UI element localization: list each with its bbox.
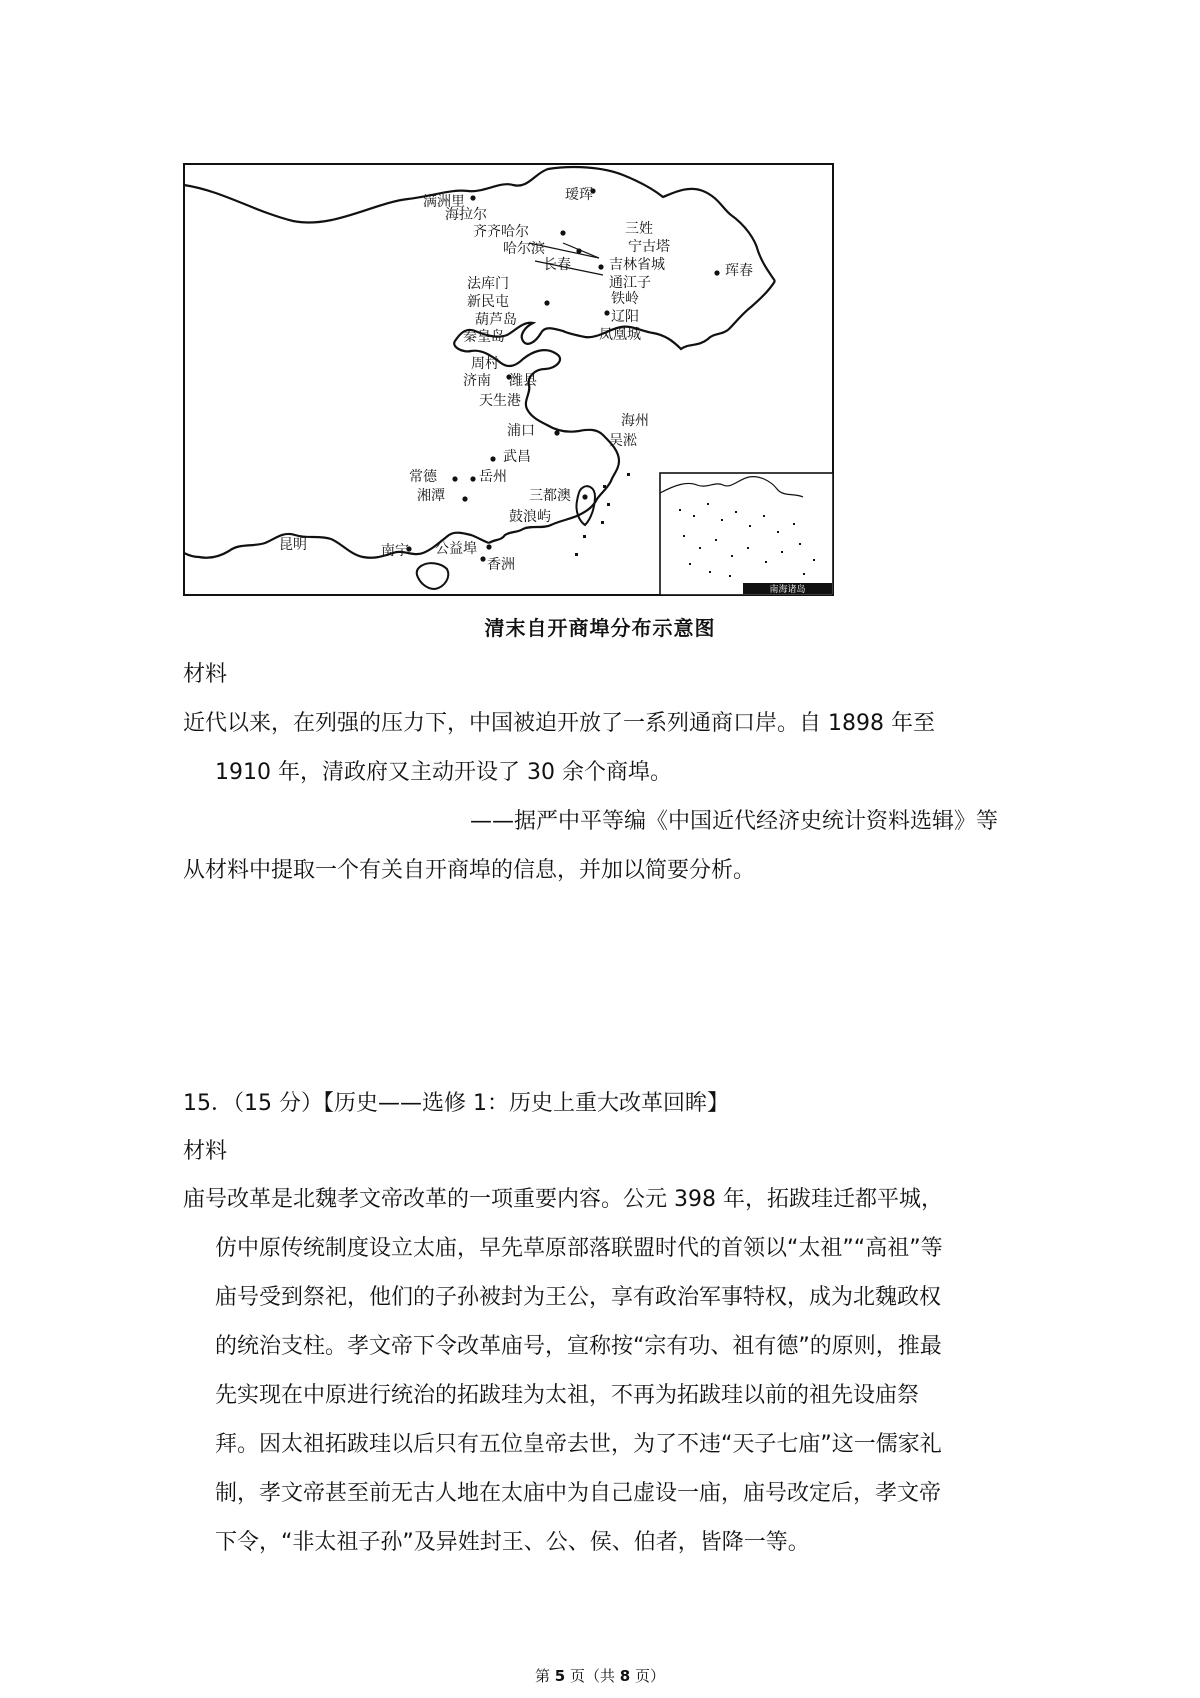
inset-island-dot — [793, 523, 795, 525]
place-label: 三都澳 — [529, 488, 571, 504]
place-label: 辽阳 — [611, 309, 639, 325]
inset-island-dot — [763, 515, 765, 517]
place-dot — [480, 556, 485, 561]
place-dot — [544, 300, 549, 305]
q14-heading: 材料 — [183, 662, 228, 687]
place-dot — [582, 494, 587, 499]
footer-total-pages: 8 — [619, 1667, 631, 1685]
q15-title: 15．（15 分）【历史——选修 1：历史上重大改革回眸】 — [183, 1091, 729, 1116]
place-dot — [462, 496, 467, 501]
q15-line: 的统治支柱。孝文帝下令改革庙号，宣称按“宗有功、祖有德”的原则，推最 — [215, 1334, 942, 1359]
place-label: 三姓 — [625, 221, 653, 237]
place-label: 湘潭 — [417, 488, 445, 504]
q14-question: 从材料中提取一个有关自开商埠的信息，并加以简要分析。 — [183, 858, 756, 883]
q15-line: 拜。因太祖拓跋珪以后只有五位皇帝去世，为了不违“天子七庙”这一儒家礼 — [215, 1432, 942, 1457]
inset-island-dot — [731, 555, 733, 557]
place-dot — [490, 456, 495, 461]
inset-island-dot — [721, 519, 723, 521]
place-label: 公益埠 — [435, 541, 477, 557]
place-label: 济南 — [463, 373, 491, 389]
inset-island-dot — [693, 515, 695, 517]
q14-source: ——据严中平等编《中国近代经济史统计资料选辑》等 — [470, 809, 999, 834]
place-label: 珲春 — [725, 263, 753, 279]
q14-para-line1: 近代以来，在列强的压力下，中国被迫开放了一系列通商口岸。自 1898 年至 — [183, 711, 935, 736]
footer-prefix: 第 — [535, 1667, 555, 1685]
place-label: 通江子 — [609, 275, 651, 291]
south-china-sea-inset — [660, 473, 833, 595]
place-dot — [452, 476, 457, 481]
footer-suffix: 页） — [630, 1667, 665, 1685]
inset-island-dot — [781, 551, 783, 553]
place-label: 长春 — [543, 257, 571, 273]
place-label: 吴淞 — [609, 433, 637, 449]
page-footer — [0, 1665, 1200, 1686]
inset-island-dot — [777, 531, 779, 533]
q15-line: 下令，“非太祖子孙”及异姓封王、公、侯、伯者，皆降一等。 — [215, 1530, 810, 1555]
place-dot — [486, 544, 491, 549]
place-label: 满洲里 — [423, 194, 465, 210]
map-svg — [183, 163, 834, 596]
footer-middle: 页（共 — [565, 1667, 620, 1685]
inset-island-dot — [699, 547, 701, 549]
inset-island-dot — [735, 511, 737, 513]
place-label: 葫芦岛 — [475, 312, 517, 328]
place-label: 常德 — [409, 469, 437, 485]
place-label: 昆明 — [279, 537, 307, 553]
q15-line: 先实现在中原进行统治的拓跋珪为太祖，不再为拓跋珪以前的祖先设庙祭 — [215, 1383, 920, 1408]
inset-island-dot — [689, 563, 691, 565]
place-dot — [470, 195, 475, 200]
place-dot — [470, 476, 475, 481]
inset-island-dot — [747, 547, 749, 549]
map-caption: 清末自开商埠分布示意图 — [484, 616, 716, 640]
q14-para-line2: 1910 年，清政府又主动开设了 30 余个商埠。 — [215, 760, 672, 785]
place-label: 浦口 — [507, 423, 535, 439]
inset-island-dot — [813, 559, 815, 561]
place-label: 凤凰城 — [599, 327, 641, 343]
q15-line: 仿中原传统制度设立太庙，早先草原部落联盟时代的首领以“太祖”“高祖”等 — [215, 1236, 943, 1261]
place-label: 天生港 — [479, 393, 521, 409]
place-label: 瑷珲 — [565, 187, 593, 203]
inset-island-dot — [709, 571, 711, 573]
place-label: 潍县 — [509, 373, 537, 389]
place-label: 宁古塔 — [628, 239, 670, 255]
inset-island-dot — [729, 575, 731, 577]
place-label: 齐齐哈尔 — [473, 224, 529, 240]
place-dot — [560, 230, 565, 235]
q15-line: 制，孝文帝甚至前无古人地在太庙中为自己虚设一庙，庙号改定后，孝文帝 — [215, 1481, 942, 1506]
place-dot — [598, 264, 603, 269]
inset-island-dot — [803, 573, 805, 575]
inset-island-dot — [749, 525, 751, 527]
place-label: 吉林省城 — [609, 257, 665, 273]
inset-island-dot — [707, 503, 709, 505]
place-label: 哈尔滨 — [503, 241, 545, 257]
place-label: 秦皇岛 — [463, 329, 505, 345]
place-label: 法库门 — [467, 276, 509, 292]
footer-page-number: 5 — [554, 1667, 566, 1685]
q15-line: 庙号受到祭祀，他们的子孙被封为王公，享有政治军事特权，成为北魏政权 — [215, 1285, 942, 1310]
place-dot — [604, 310, 609, 315]
inset-label: 南海诸岛 — [769, 585, 806, 595]
place-label: 鼓浪屿 — [509, 509, 551, 525]
map-figure — [183, 163, 834, 596]
q15-line: 庙号改革是北魏孝文帝改革的一项重要内容。公元 398 年，拓跋珪迁都平城， — [183, 1187, 943, 1212]
q15-heading: 材料 — [183, 1139, 228, 1164]
place-label: 铁岭 — [611, 291, 639, 307]
place-label: 周村 — [471, 356, 499, 372]
place-label: 新民屯 — [467, 294, 509, 310]
place-label: 海州 — [621, 413, 649, 429]
inset-island-dot — [715, 539, 717, 541]
inset-island-dot — [683, 535, 685, 537]
place-label: 海拉尔 — [445, 207, 487, 223]
place-label: 南宁 — [381, 543, 409, 559]
place-dot — [714, 270, 719, 275]
inset-island-dot — [799, 543, 801, 545]
place-label: 岳州 — [479, 469, 507, 485]
inset-island-dot — [679, 509, 681, 511]
place-dot — [576, 248, 581, 253]
place-label: 香洲 — [487, 557, 515, 573]
inset-island-dot — [765, 561, 767, 563]
place-label: 武昌 — [503, 449, 531, 465]
place-dot — [554, 430, 559, 435]
